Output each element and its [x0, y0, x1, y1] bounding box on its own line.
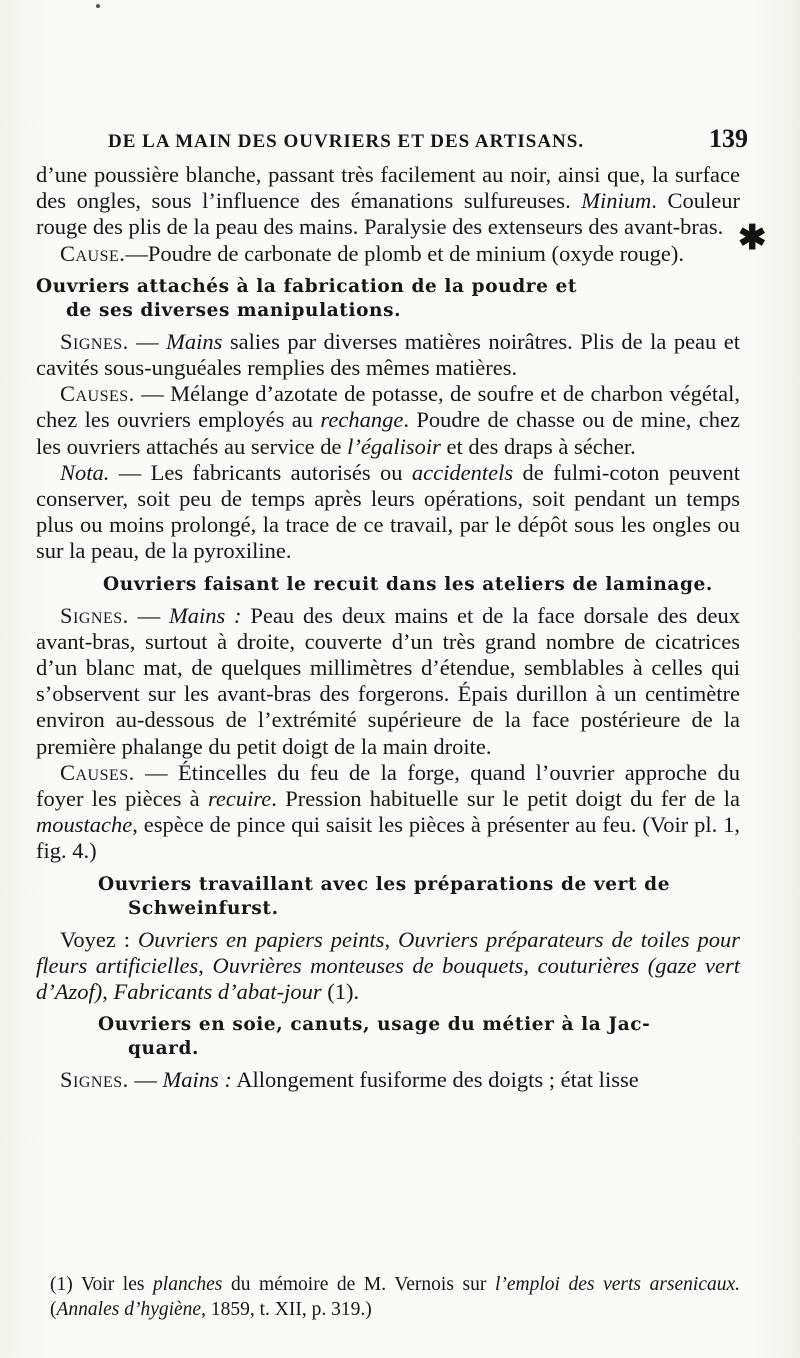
page-body [36, 162, 740, 1093]
ink-blot-mark: ✱ [738, 218, 767, 258]
paragraph-signes-poudre: Signes. — Mains salies par diverses matières noirâtres. Plis de la peau et cavités sous-unguéales remplies des mêmes matières. [36, 328, 740, 381]
section-heading-soie-canuts: Ouvriers en soie, canuts, usage du métier à la Jac- quard. [98, 1014, 651, 1060]
paragraph-nota-fulmicoton: Nota. — Les fabricants autorisés ou accidentels de fulmi-coton peuvent conserver, soit peu de temps après leurs opérations, soit pendant un temps plus ou moins prolongé, la trace de ce travail, par le dépôt sous les ongles ou sur la peau, de la pyroxiline. [36, 459, 740, 564]
section-heading-vert-schweinfurst: Ouvriers travaillant avec les préparations de vert de Schweinfurst. [98, 873, 671, 919]
footnote-mark: (1) [50, 1274, 73, 1295]
footnote-text: (1) Voir les planches du mémoire de M. Vernois sur l’emploi des verts arsenicaux. (Annales d’hygiène, 1859, t. XII, p. 319.) [50, 1274, 741, 1320]
section-heading-poudre: Ouvriers attachés à la fabrication de la poudre et de ses diverses manipulations. [36, 275, 577, 321]
paragraph-signes-soie: Signes. — Mains : Allongement fusiforme des doigts ; état lisse [60, 1067, 639, 1093]
running-title: DE LA MAIN DES OUVRIERS ET DES ARTISANS. [108, 131, 585, 152]
section-heading-recuit: Ouvriers faisant le recuit dans les ateliers de laminage. [103, 573, 713, 595]
page-header [108, 124, 748, 154]
paragraph-causes-recuit: Causes. — Étincelles du feu de la forge, quand l’ouvrier approche du foyer les pièces à recuire. Pression habituelle sur le petit doigt du fer de la moustache, espèce de pince qui saisit les pièces à présenter au feu. (Voir pl. 1, fig. 4.) [36, 759, 740, 864]
paragraph-plomb-continued: d’une poussière blanche, passant très facilement au noir, ainsi que, la surface des ongles, sous l’influence des émanations sulfureuses. Minium. Couleur rouge des plis de la peau des mains. Paralysie des extenseurs des avant-bras. [36, 162, 741, 240]
paragraph-causes-poudre: Causes. — Mélange d’azotate de potasse, de soufre et de charbon végétal, chez les ouvriers employés au rechange. Poudre de chasse ou de mine, chez les ouvriers attachés au service de l’égalisoir et des draps à sécher. [36, 381, 741, 459]
paragraph-voyez-references: Voyez : Ouvriers en papiers peints, Ouvriers préparateurs de toiles pour fleurs artificielles, Ouvrières monteuses de bouquets, couturières (gaze vert d’Azof), Fabricants d’abat-jour (1). [36, 926, 741, 1005]
page-number: 139 [709, 124, 748, 153]
paragraph-cause-plomb: Cause.—Poudre de carbonate de plomb et de minium (oxyde rouge). [60, 240, 685, 266]
paragraph-signes-recuit: Signes. — Mains : Peau des deux mains et de la face dorsale des deux avant-bras, surtout à droite, couverte d’un très grand nombre de cicatrices d’un blanc mat, de quelques millimètres d’étendue, semblables à celles qui s’observent sur les avant-bras des forgerons. Épais durillon à un centimètre environ au-dessous de l’extrémité supérieure de la face postérieure de la première phalange du petit doigt de la main droite. [36, 602, 741, 759]
footnote [50, 1272, 740, 1322]
minium-term: Minium [581, 188, 652, 214]
ink-speck [96, 4, 100, 8]
